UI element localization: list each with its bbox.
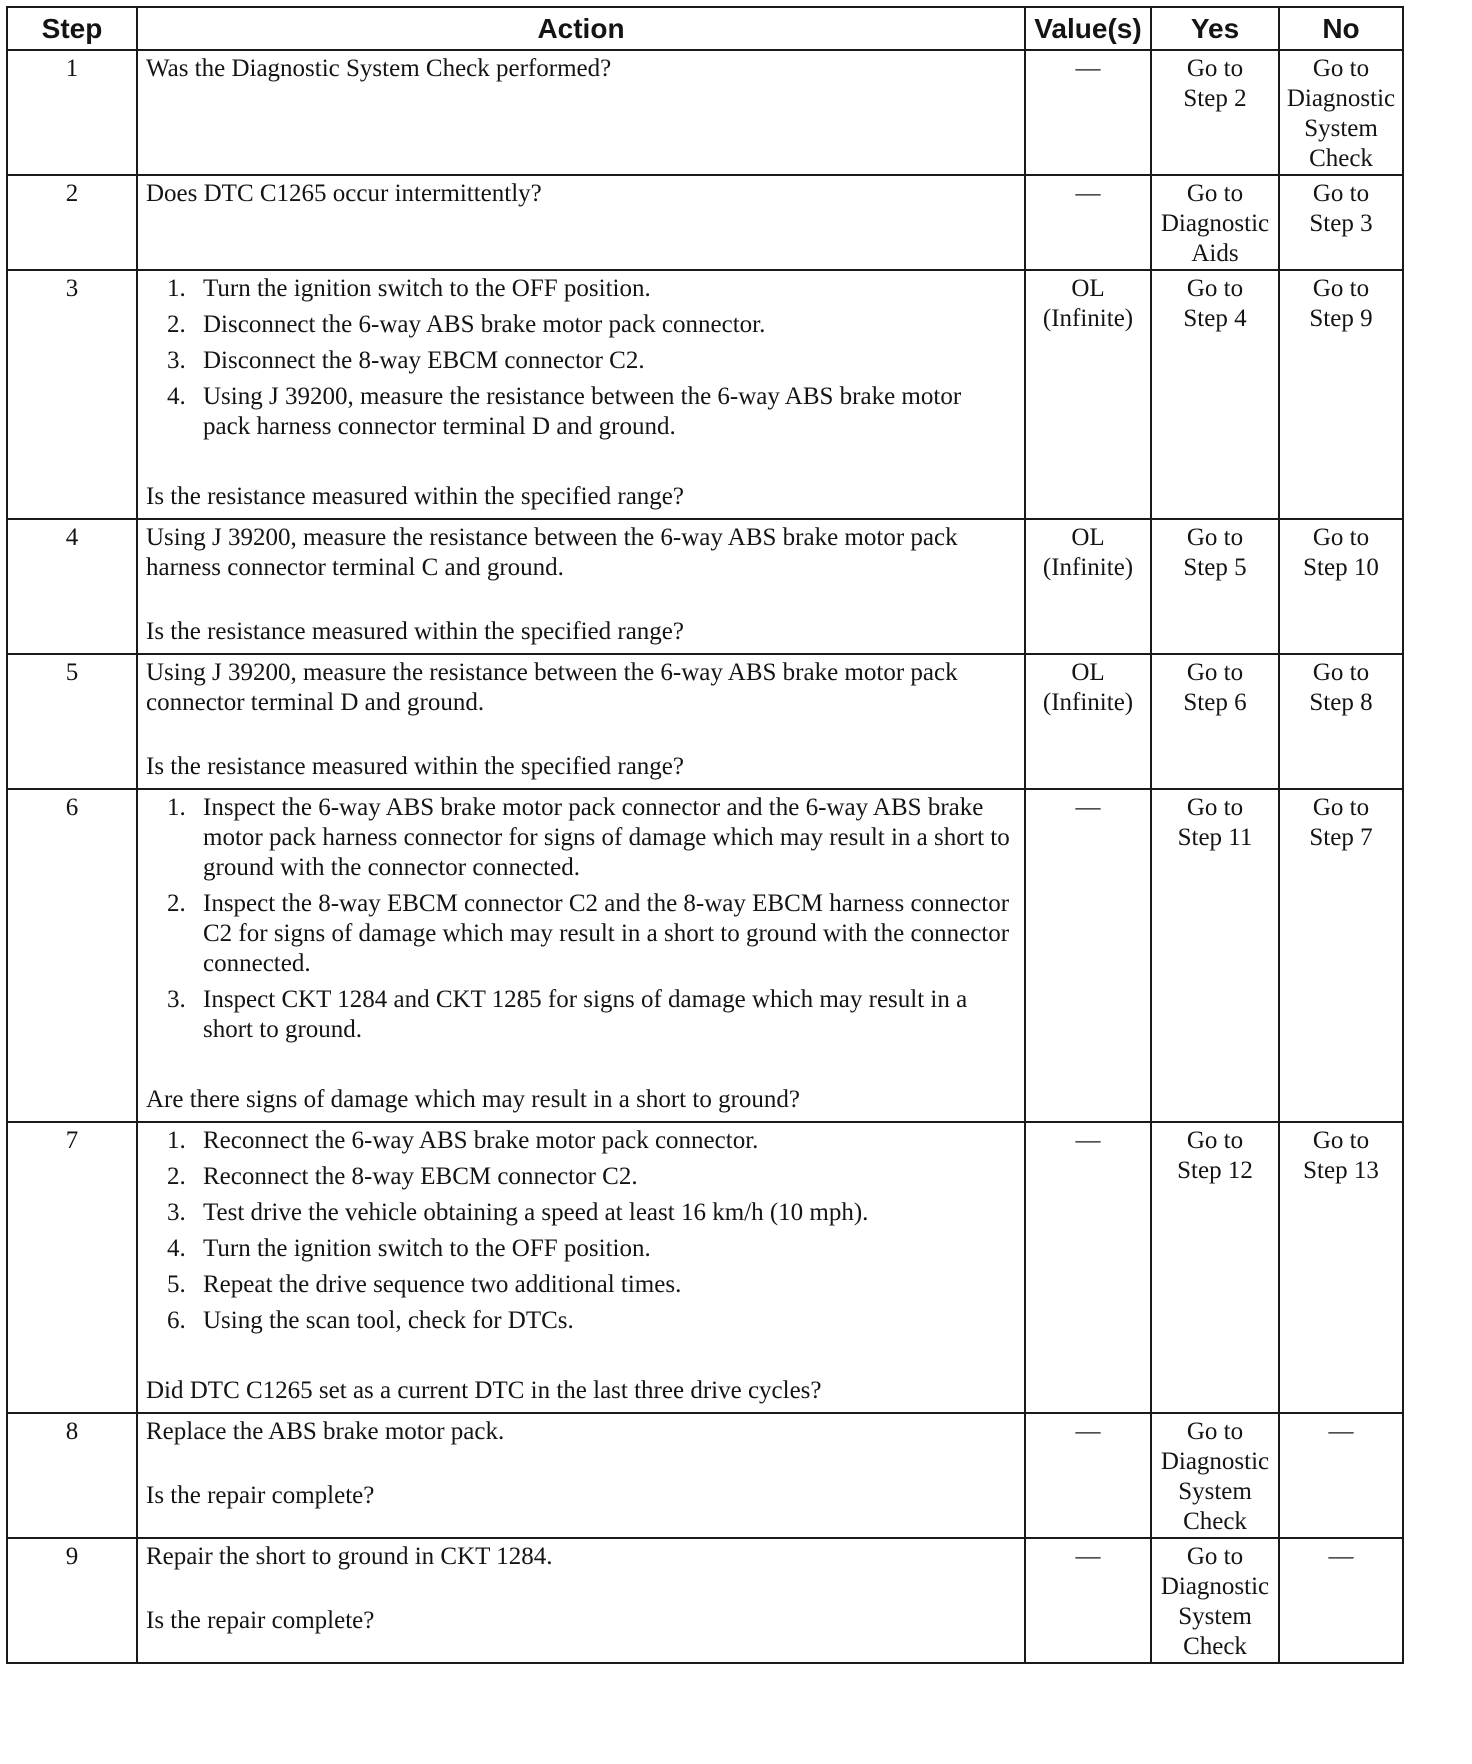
instruction-item — [146, 985, 1014, 1045]
action-cell — [137, 519, 1025, 654]
step-number: 5 — [7, 654, 137, 789]
table-row — [7, 789, 1403, 1122]
item-number: 1. — [167, 275, 186, 302]
item-text: Disconnect the 6-way ABS brake motor pack connector. — [203, 311, 766, 338]
action-question: Did DTC C1265 set as a current DTC in the last three drive cycles? — [146, 1377, 822, 1404]
action-question: Are there signs of damage which may result in a short to ground? — [146, 1086, 800, 1113]
yes-cell: Go to Step 6 — [1151, 654, 1279, 789]
instruction-item — [146, 1126, 1014, 1156]
no-cell: Go to Diagnostic System Check — [1279, 50, 1403, 175]
yes-cell: Go to Step 11 — [1151, 789, 1279, 1122]
no-cell: Go to Step 7 — [1279, 789, 1403, 1122]
action-cell — [137, 175, 1025, 270]
instruction-list — [146, 1126, 1014, 1336]
action-question: Was the Diagnostic System Check performed? — [146, 55, 612, 82]
instruction-item — [146, 274, 1014, 304]
action-question: Is the resistance measured within the specified range? — [146, 753, 684, 780]
no-cell: Go to Step 8 — [1279, 654, 1403, 789]
value-cell: OL (Infinite) — [1025, 519, 1151, 654]
no-cell: — — [1279, 1538, 1403, 1663]
action-cell — [137, 1122, 1025, 1413]
no-cell: Go to Step 9 — [1279, 270, 1403, 519]
header-row — [7, 7, 1403, 50]
value-cell: OL (Infinite) — [1025, 654, 1151, 789]
spacer — [146, 583, 1014, 617]
table-row — [7, 519, 1403, 654]
item-text: Inspect the 6-way ABS brake motor pack connector and the 6-way ABS brake motor pack harness connector for signs of damage which may result in a short to ground with the connector connected. — [203, 794, 1010, 881]
action-cell — [137, 1413, 1025, 1538]
yes-cell: Go to Step 4 — [1151, 270, 1279, 519]
action-cell — [137, 50, 1025, 175]
instruction-item — [146, 793, 1014, 883]
instruction-item — [146, 1306, 1014, 1336]
spacer — [146, 718, 1014, 752]
yes-cell: Go to Diagnostic Aids — [1151, 175, 1279, 270]
value-cell: — — [1025, 1122, 1151, 1413]
step-number: 2 — [7, 175, 137, 270]
item-number: 4. — [167, 1235, 186, 1262]
no-cell: Go to Step 13 — [1279, 1122, 1403, 1413]
action-cell — [137, 654, 1025, 789]
table-header — [7, 7, 1403, 50]
step-number: 9 — [7, 1538, 137, 1663]
item-text: Using J 39200, measure the resistance between the 6-way ABS brake motor pack harness connector terminal D and ground. — [203, 383, 962, 440]
step-number: 6 — [7, 789, 137, 1122]
instruction-item — [146, 382, 1014, 442]
no-cell: Go to Step 3 — [1279, 175, 1403, 270]
item-text: Turn the ignition switch to the OFF position. — [203, 1235, 651, 1262]
item-number: 3. — [167, 1199, 186, 1226]
table-row — [7, 50, 1403, 175]
spacer — [146, 1051, 1014, 1085]
item-text: Reconnect the 6-way ABS brake motor pack connector. — [203, 1127, 759, 1154]
yes-cell: Go to Diagnostic System Check — [1151, 1538, 1279, 1663]
yes-cell: Go to Step 12 — [1151, 1122, 1279, 1413]
step-column-header: Step — [7, 7, 137, 50]
item-text: Inspect the 8-way EBCM connector C2 and the 8-way EBCM harness connector C2 for signs of damage which may result in a short to ground with the connector connected. — [203, 890, 1010, 977]
item-number: 6. — [167, 1307, 186, 1334]
item-text: Reconnect the 8-way EBCM connector C2. — [203, 1163, 638, 1190]
table-row — [7, 1122, 1403, 1413]
item-number: 1. — [167, 1127, 186, 1154]
item-number: 2. — [167, 311, 186, 338]
no-cell: Go to Step 10 — [1279, 519, 1403, 654]
instruction-list — [146, 793, 1014, 1045]
action-cell — [137, 789, 1025, 1122]
item-number: 4. — [167, 383, 186, 410]
value-cell: — — [1025, 175, 1151, 270]
instruction-item — [146, 346, 1014, 376]
instruction-item — [146, 1162, 1014, 1192]
action-column-header: Action — [137, 7, 1025, 50]
diagnostic-table — [6, 6, 1404, 1664]
spacer — [146, 448, 1014, 482]
value-cell: — — [1025, 789, 1151, 1122]
item-number: 2. — [167, 890, 186, 917]
yes-cell: Go to Step 2 — [1151, 50, 1279, 175]
instruction-item — [146, 1270, 1014, 1300]
action-text: Using J 39200, measure the resistance between the 6-way ABS brake motor pack harness connector terminal C and ground. — [146, 524, 958, 581]
value-cell: — — [1025, 1413, 1151, 1538]
no-cell: — — [1279, 1413, 1403, 1538]
table-row — [7, 175, 1403, 270]
item-text: Disconnect the 8-way EBCM connector C2. — [203, 347, 645, 374]
instruction-item — [146, 1198, 1014, 1228]
values-column-header: Value(s) — [1025, 7, 1151, 50]
action-cell — [137, 1538, 1025, 1663]
instruction-item — [146, 889, 1014, 979]
table-row — [7, 1413, 1403, 1538]
instruction-item — [146, 1234, 1014, 1264]
action-question: Is the repair complete? — [146, 1482, 375, 1509]
item-number: 3. — [167, 347, 186, 374]
step-number: 1 — [7, 50, 137, 175]
instruction-list — [146, 274, 1014, 442]
item-number: 3. — [167, 986, 186, 1013]
spacer — [146, 1572, 1014, 1606]
step-number: 4 — [7, 519, 137, 654]
spacer — [146, 1447, 1014, 1481]
value-cell: — — [1025, 50, 1151, 175]
value-cell: OL (Infinite) — [1025, 270, 1151, 519]
item-text: Turn the ignition switch to the OFF position. — [203, 275, 651, 302]
action-question: Does DTC C1265 occur intermittently? — [146, 180, 542, 207]
table-body — [7, 50, 1403, 1663]
table-row — [7, 1538, 1403, 1663]
instruction-item — [146, 310, 1014, 340]
action-text: Using J 39200, measure the resistance between the 6-way ABS brake motor pack connector terminal D and ground. — [146, 659, 958, 716]
table-row — [7, 270, 1403, 519]
item-text: Using the scan tool, check for DTCs. — [203, 1307, 574, 1334]
item-text: Test drive the vehicle obtaining a speed at least 16 km/h (10 mph). — [203, 1199, 869, 1226]
action-text: Replace the ABS brake motor pack. — [146, 1418, 505, 1445]
step-number: 3 — [7, 270, 137, 519]
yes-cell: Go to Step 5 — [1151, 519, 1279, 654]
action-question: Is the repair complete? — [146, 1607, 375, 1634]
table-row — [7, 654, 1403, 789]
yes-column-header: Yes — [1151, 7, 1279, 50]
value-cell: — — [1025, 1538, 1151, 1663]
yes-cell: Go to Diagnostic System Check — [1151, 1413, 1279, 1538]
action-cell — [137, 270, 1025, 519]
step-number: 8 — [7, 1413, 137, 1538]
step-number: 7 — [7, 1122, 137, 1413]
item-number: 5. — [167, 1271, 186, 1298]
item-text: Repeat the drive sequence two additional times. — [203, 1271, 682, 1298]
action-question: Is the resistance measured within the specified range? — [146, 483, 684, 510]
item-number: 1. — [167, 794, 186, 821]
item-number: 2. — [167, 1163, 186, 1190]
action-text: Repair the short to ground in CKT 1284. — [146, 1543, 553, 1570]
action-question: Is the resistance measured within the specified range? — [146, 618, 684, 645]
item-text: Inspect CKT 1284 and CKT 1285 for signs of damage which may result in a short to ground. — [203, 986, 968, 1043]
no-column-header: No — [1279, 7, 1403, 50]
spacer — [146, 1342, 1014, 1376]
